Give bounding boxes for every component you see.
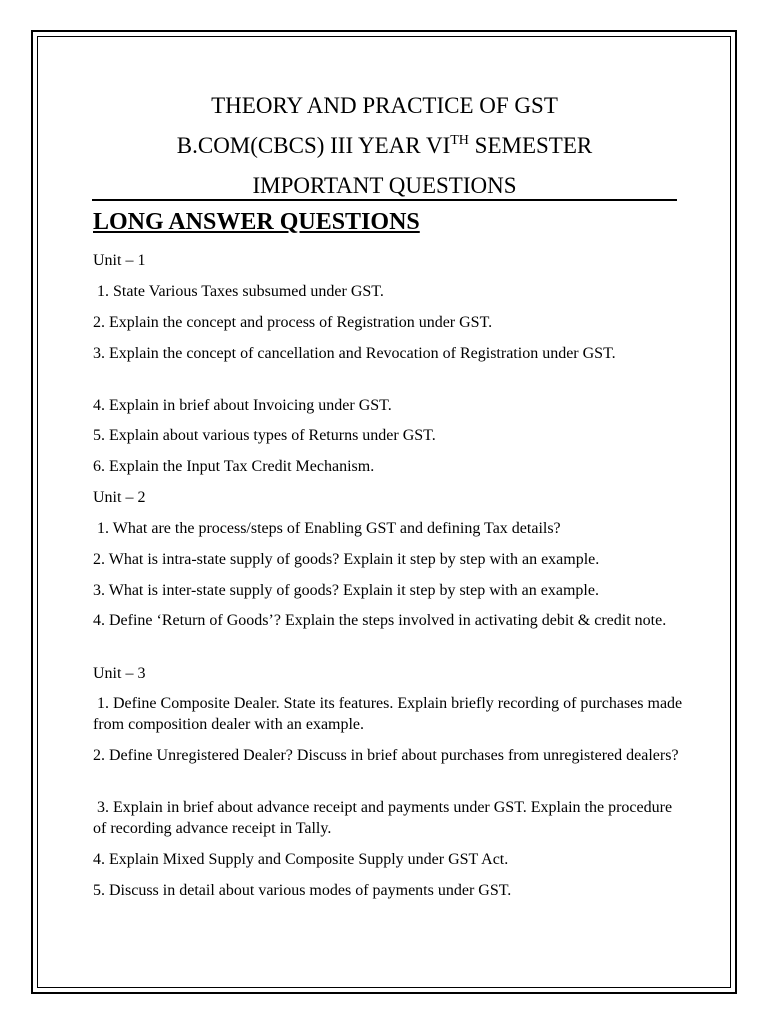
title-line: THEORY AND PRACTICE OF GST xyxy=(211,93,558,118)
question-u1-q2: 2. Explain the concept and process of Registration under GST. xyxy=(93,314,493,331)
header-divider xyxy=(92,199,677,201)
course-line-prefix: B.COM(CBCS) III YEAR VI xyxy=(176,133,451,158)
question-u2-q4: 4. Define ‘Return of Goods’? Explain the steps involved in activating debit & credit note. xyxy=(93,612,667,629)
question-u3-q2: 2. Define Unregistered Dealer? Discuss in brief about purchases from unregistered dealers? xyxy=(93,747,679,764)
question-u1-q3: 3. Explain the concept of cancellation and Revocation of Registration under GST. xyxy=(93,345,616,362)
question-u1-q5: 5. Explain about various types of Returns under GST. xyxy=(93,427,436,444)
unit-label-1: Unit – 1 xyxy=(93,252,146,269)
course-line-suffix: SEMESTER xyxy=(468,133,593,158)
course-line-superscript: TH xyxy=(450,133,469,148)
question-u3-q3: 3. Explain in brief about advance receipt and payments under GST. Explain the procedure of recording advance receipt in Tally. xyxy=(93,799,677,837)
question-u1-q6: 6. Explain the Input Tax Credit Mechanism. xyxy=(93,458,375,475)
question-u3-q4: 4. Explain Mixed Supply and Composite Supply under GST Act. xyxy=(93,851,509,868)
question-u2-q3: 3. What is inter-state supply of goods? Explain it step by step with an example. xyxy=(93,582,599,599)
document-header xyxy=(92,86,677,206)
course-line xyxy=(92,126,677,166)
question-u3-q5: 5. Discuss in detail about various modes of payments under GST. xyxy=(93,882,512,899)
question-u1-q1: 1. State Various Taxes subsumed under GST. xyxy=(93,283,384,300)
question-u2-q1: 1. What are the process/steps of Enabling GST and defining Tax details? xyxy=(93,520,561,537)
section-heading: LONG ANSWER QUESTIONS xyxy=(93,209,420,235)
question-u2-q2: 2. What is intra-state supply of goods? Explain it step by step with an example. xyxy=(93,551,600,568)
unit-label-3: Unit – 3 xyxy=(93,665,146,682)
question-u1-q4: 4. Explain in brief about Invoicing under GST. xyxy=(93,397,392,414)
unit-label-2: Unit – 2 xyxy=(93,489,146,506)
subtitle-line: IMPORTANT QUESTIONS xyxy=(252,173,517,198)
question-u3-q1: 1. Define Composite Dealer. State its features. Explain briefly recording of purchases made from composition dealer with an example. xyxy=(93,695,687,733)
